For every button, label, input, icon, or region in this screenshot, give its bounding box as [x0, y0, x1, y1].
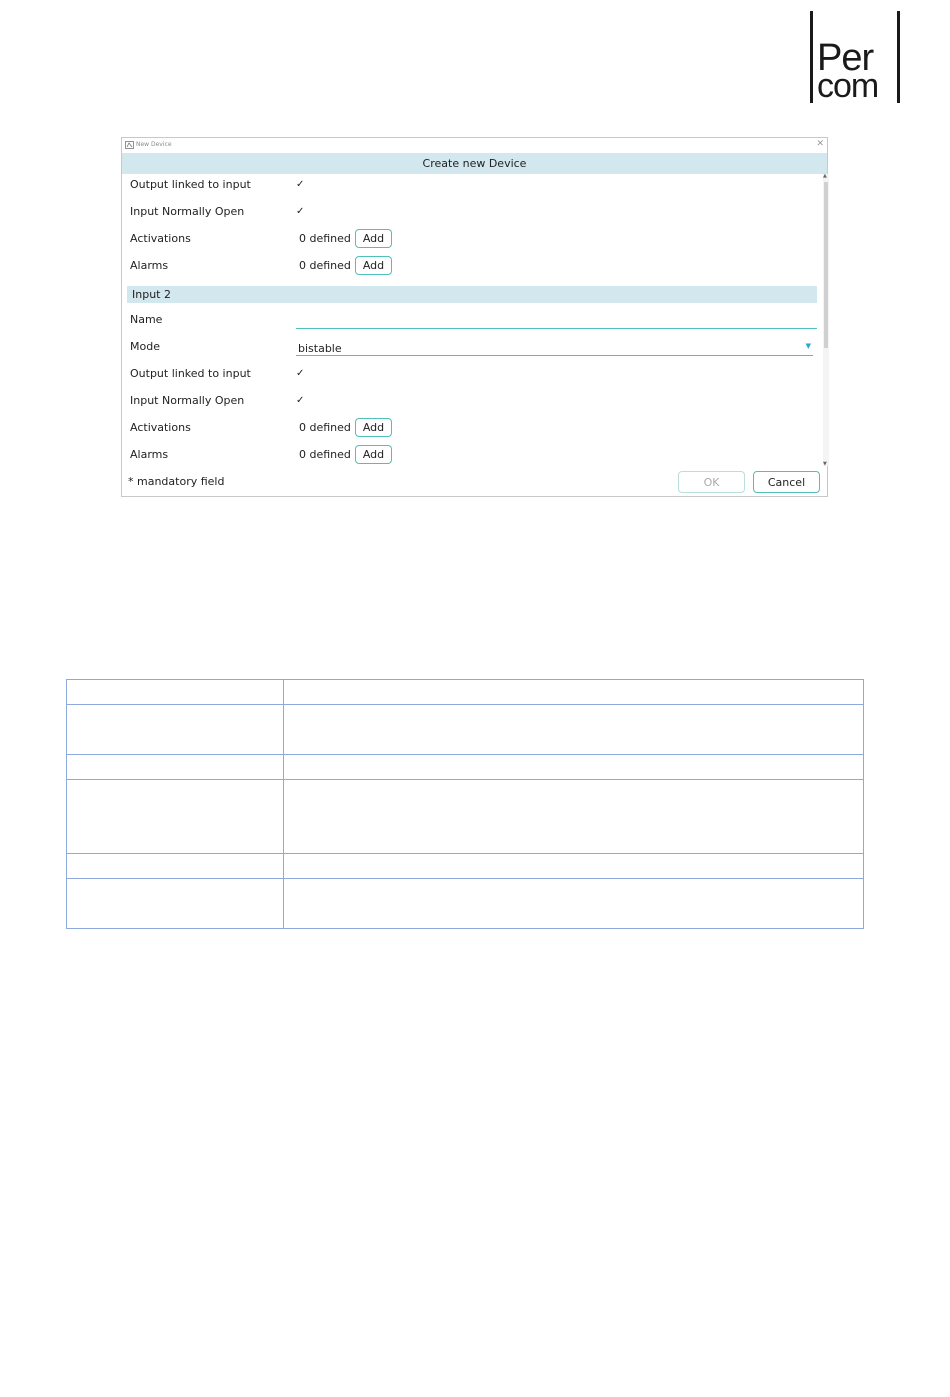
add-activation-button[interactable]: Add — [355, 229, 392, 248]
app-icon — [125, 141, 134, 149]
activations-label: Activations — [130, 232, 191, 245]
table-cell — [284, 879, 864, 929]
alarms-label: Alarms — [130, 259, 169, 272]
table-cell — [284, 680, 864, 705]
window-title: New Device — [136, 141, 172, 148]
table-cell — [67, 854, 284, 879]
add-alarm-button-2[interactable]: Add — [355, 445, 392, 464]
mode-select[interactable] — [296, 338, 813, 356]
table-cell — [67, 780, 284, 854]
mode-label: Mode — [130, 340, 160, 353]
input-normally-open-label: Input Normally Open — [130, 205, 245, 218]
title-bar — [122, 138, 827, 153]
input-normally-open-checkbox[interactable]: ✓ — [296, 206, 305, 217]
new-device-dialog — [121, 137, 828, 497]
scroll-up-icon[interactable]: ▲ — [823, 173, 827, 179]
section-title: Input 2 — [132, 288, 171, 301]
output-linked-label: Output linked to input — [130, 178, 251, 191]
table-row — [67, 780, 864, 854]
mandatory-note: * mandatory field — [128, 475, 225, 488]
alarms-count-2: 0 defined — [299, 448, 351, 461]
table-row — [67, 879, 864, 929]
table-row — [67, 854, 864, 879]
scrollbar[interactable] — [823, 174, 829, 466]
logo-bar-left — [810, 11, 813, 103]
table-cell — [284, 705, 864, 755]
activations-label-2: Activations — [130, 421, 191, 434]
section-input-2 — [127, 286, 817, 303]
cancel-button[interactable]: Cancel — [753, 471, 820, 493]
table-cell — [67, 879, 284, 929]
scrollbar-thumb[interactable] — [824, 182, 828, 348]
table-cell — [284, 780, 864, 854]
logo-text-top: Per — [817, 37, 874, 79]
table-cell — [67, 755, 284, 780]
mode-value: bistable — [298, 342, 342, 355]
name-label: Name — [130, 313, 163, 326]
table-cell — [67, 705, 284, 755]
alarms-count: 0 defined — [299, 259, 351, 272]
output-linked-checkbox[interactable]: ✓ — [296, 179, 305, 190]
activations-count-2: 0 defined — [299, 421, 351, 434]
input-normally-open-checkbox-2[interactable]: ✓ — [296, 395, 305, 406]
add-alarm-button[interactable]: Add — [355, 256, 392, 275]
alarms-label-2: Alarms — [130, 448, 169, 461]
name-input[interactable] — [296, 312, 817, 329]
table-cell — [284, 854, 864, 879]
output-linked-checkbox-2[interactable]: ✓ — [296, 368, 305, 379]
activations-count: 0 defined — [299, 232, 351, 245]
table-row — [67, 680, 864, 705]
scroll-down-icon[interactable]: ▼ — [823, 461, 827, 467]
ok-button[interactable]: OK — [678, 471, 745, 493]
empty-table — [66, 679, 864, 929]
logo-bar-right — [897, 11, 900, 103]
table-cell — [67, 680, 284, 705]
close-icon[interactable]: ✕ — [816, 139, 824, 149]
ipercom-logo — [810, 11, 900, 103]
dialog-header: Create new Device — [122, 153, 827, 174]
add-activation-button-2[interactable]: Add — [355, 418, 392, 437]
chevron-down-icon: ▼ — [805, 342, 811, 350]
input-normally-open-label-2: Input Normally Open — [130, 394, 245, 407]
table-cell — [284, 755, 864, 780]
logo-text-bottom: com — [817, 67, 879, 105]
output-linked-label-2: Output linked to input — [130, 367, 251, 380]
table-row — [67, 705, 864, 755]
table-row — [67, 755, 864, 780]
